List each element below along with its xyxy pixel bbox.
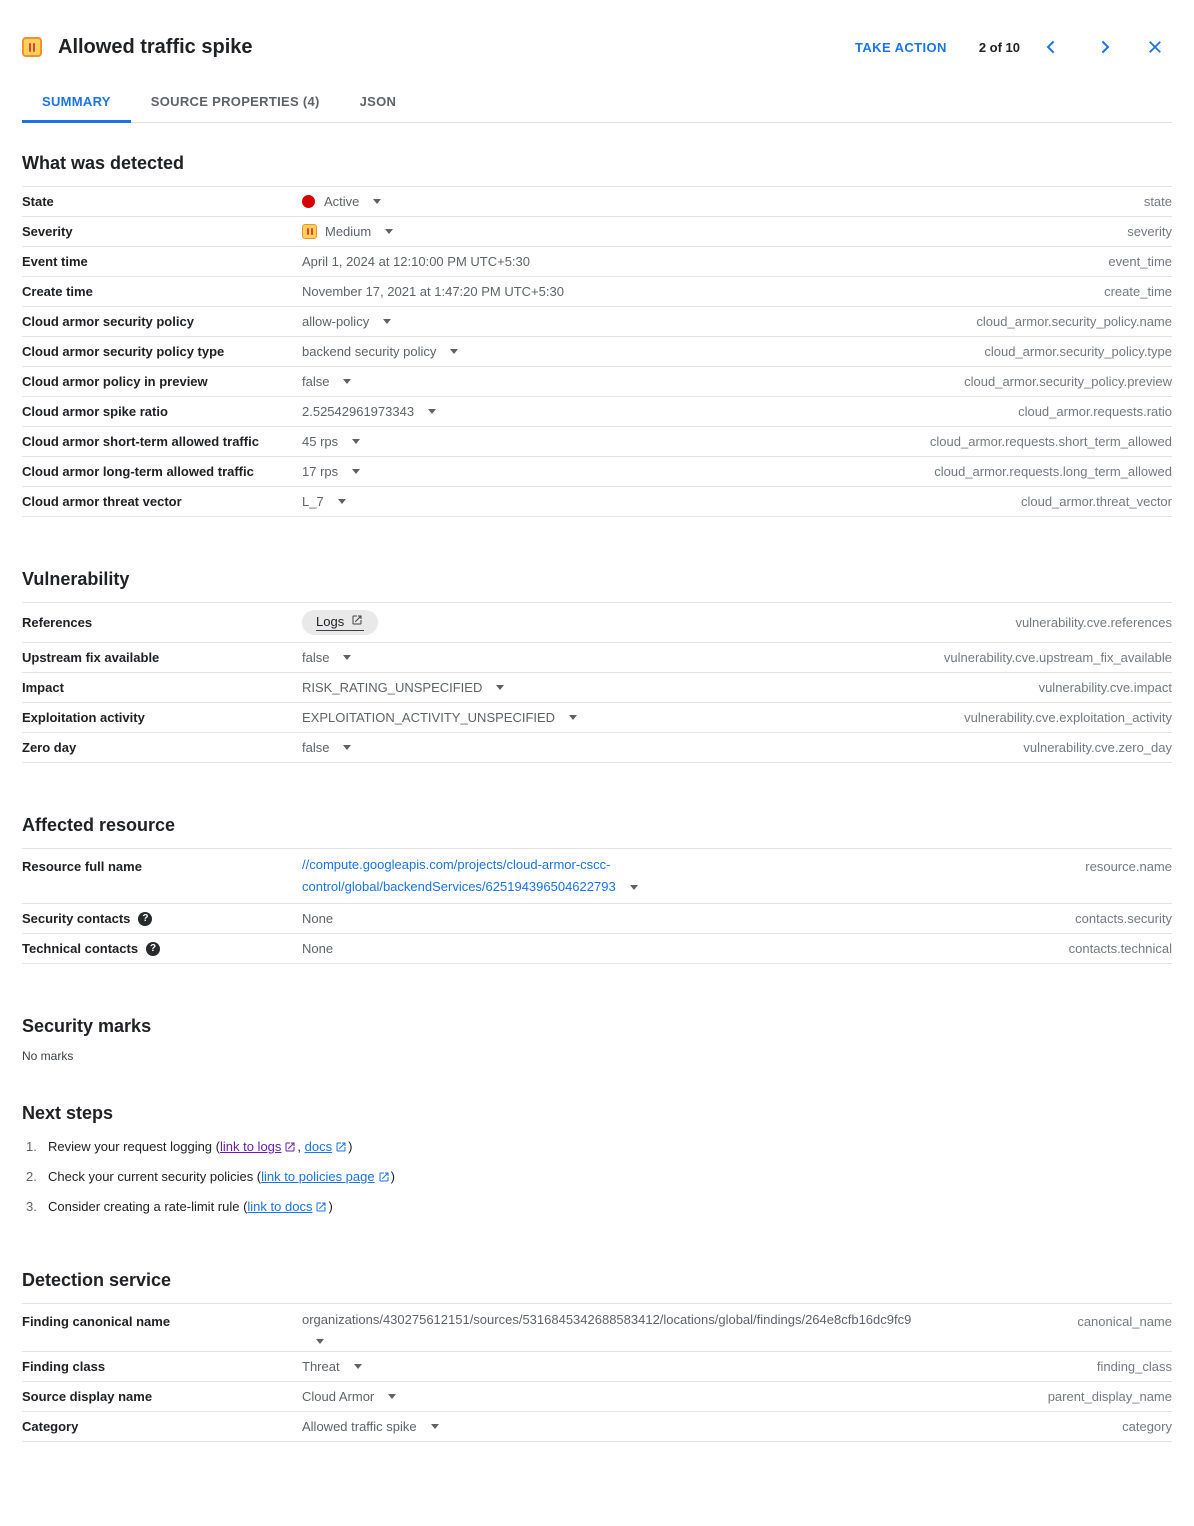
section-title: Next steps (22, 1103, 114, 1123)
external-link-icon (351, 614, 363, 629)
row-resource-full-name (22, 848, 1172, 903)
section-affected-resource (22, 815, 1172, 964)
row-label: Zero day (22, 740, 77, 755)
row-label: Cloud armor threat vector (22, 494, 182, 509)
row-value: Active (324, 194, 360, 209)
next-finding-button[interactable] (1088, 30, 1122, 64)
chevron-down-icon[interactable] (352, 469, 360, 474)
resource-link-line2[interactable]: control/global/backendServices/625194396504622793 (302, 879, 616, 894)
row-finding-canonical-name (22, 1303, 1172, 1351)
tab-bar (22, 84, 1172, 123)
row-policy-preview (22, 366, 1172, 396)
row-label: Cloud armor policy in preview (22, 374, 208, 389)
chevron-down-icon[interactable] (316, 1339, 324, 1344)
medium-severity-icon (22, 37, 42, 57)
row-long-term-traffic (22, 456, 1172, 486)
row-value: Medium (325, 224, 372, 239)
step-text: Consider creating a rate-limit rule ( (48, 1199, 248, 1214)
link-to-logs[interactable]: link to logs (219, 1139, 282, 1154)
no-marks-text: No marks (22, 1049, 74, 1063)
row-label: References (22, 615, 93, 630)
row-label: Upstream fix available (22, 650, 160, 665)
help-icon[interactable]: ? (138, 912, 152, 926)
detection-service-rows (22, 1303, 1172, 1442)
attribute-key: cloud_armor.requests.short_term_allowed (929, 434, 1172, 449)
section-detection-service (22, 1270, 1172, 1442)
attribute-key: create_time (1104, 284, 1172, 299)
attribute-key: cloud_armor.security_policy.name (976, 314, 1172, 329)
row-value: EXPLOITATION_ACTIVITY_UNSPECIFIED (302, 710, 556, 725)
row-impact (22, 672, 1172, 702)
row-finding-class (22, 1351, 1172, 1381)
chevron-down-icon[interactable] (352, 439, 360, 444)
row-label: Cloud armor long-term allowed traffic (22, 464, 254, 479)
header-actions (847, 30, 1172, 64)
external-link-icon (378, 1170, 390, 1188)
row-value: RISK_RATING_UNSPECIFIED (302, 680, 483, 695)
row-value: false (302, 374, 330, 389)
row-label: Category (22, 1419, 79, 1434)
external-link-icon (315, 1200, 327, 1218)
attribute-key: parent_display_name (1047, 1389, 1172, 1404)
affected-resource-rows (22, 848, 1172, 964)
section-title: Detection service (22, 1270, 172, 1290)
row-value: false (302, 740, 330, 755)
pagination-counter: 2 of 10 (978, 39, 1020, 55)
step-text: ) (328, 1199, 333, 1214)
chevron-down-icon[interactable] (385, 229, 393, 234)
row-value: allow-policy (302, 314, 370, 329)
attribute-key: canonical_name (1077, 1314, 1172, 1329)
row-short-term-traffic (22, 426, 1172, 456)
chevron-down-icon[interactable] (343, 379, 351, 384)
row-security-contacts (22, 903, 1172, 933)
row-upstream-fix (22, 642, 1172, 672)
next-step-item (22, 1138, 1172, 1158)
attribute-key: contacts.security (1075, 911, 1172, 926)
row-label: Cloud armor security policy type (22, 344, 225, 359)
step-text: Review your request logging ( (48, 1139, 220, 1154)
attribute-key: cloud_armor.threat_vector (1020, 494, 1172, 509)
section-title: Security marks (22, 1016, 152, 1036)
row-label: Cloud armor spike ratio (22, 404, 168, 419)
row-label: Security contacts (22, 911, 131, 926)
row-value: November 17, 2021 at 1:47:20 PM UTC+5:30 (302, 284, 564, 299)
row-label: Impact (22, 680, 64, 695)
attribute-key: cloud_armor.requests.ratio (1018, 404, 1172, 419)
row-value: organizations/430275612151/sources/5316845342688583412/locations/global/findings/264e8cfb16dc9fc9 (302, 1312, 912, 1327)
logs-chip-label: Logs (316, 614, 345, 629)
chevron-down-icon[interactable] (373, 199, 381, 204)
step-text: Check your current security policies ( (48, 1169, 262, 1184)
medium-severity-icon (302, 224, 317, 239)
chevron-down-icon[interactable] (338, 499, 346, 504)
row-value: 2.52542961973343 (302, 404, 415, 419)
chevron-down-icon[interactable] (343, 655, 351, 660)
section-next-steps (22, 1103, 1172, 1218)
help-icon[interactable]: ? (146, 942, 160, 956)
chevron-down-icon[interactable] (343, 745, 351, 750)
close-icon (1146, 38, 1164, 56)
row-references (22, 602, 1172, 642)
row-security-policy-type (22, 336, 1172, 366)
next-steps-list (22, 1138, 1172, 1218)
row-value: None (302, 911, 334, 926)
chevron-right-icon (1096, 38, 1114, 56)
section-vulnerability (22, 569, 1172, 763)
link-to-docs[interactable]: docs (304, 1139, 333, 1154)
row-label: Finding class (22, 1359, 106, 1374)
attribute-key: resource.name (1085, 859, 1172, 874)
row-exploitation-activity (22, 702, 1172, 732)
row-value: false (302, 650, 330, 665)
next-step-item (22, 1168, 1172, 1188)
attribute-key: vulnerability.cve.exploitation_activity (964, 710, 1172, 725)
resource-link-line1[interactable]: //compute.googleapis.com/projects/cloud-armor-cscc- (302, 857, 611, 872)
attribute-key: severity (1127, 224, 1172, 239)
step-number: 2. (26, 1169, 37, 1184)
row-value: 17 rps (302, 464, 339, 479)
chevron-down-icon[interactable] (431, 1424, 439, 1429)
row-label: State (22, 194, 54, 209)
tab-source-properties[interactable]: SOURCE PROPERTIES (4) (131, 84, 340, 123)
detected-rows (22, 186, 1172, 517)
chevron-down-icon[interactable] (450, 349, 458, 354)
row-label: Event time (22, 254, 88, 269)
step-number: 3. (26, 1199, 37, 1214)
external-link-icon (284, 1140, 296, 1158)
step-text: ) (348, 1139, 353, 1154)
row-value: None (302, 941, 334, 956)
chevron-down-icon[interactable] (428, 409, 436, 414)
row-source-display-name (22, 1381, 1172, 1411)
row-label: Create time (22, 284, 93, 299)
row-label: Source display name (22, 1389, 153, 1404)
row-value: L_7 (302, 494, 324, 509)
row-zero-day (22, 732, 1172, 762)
attribute-key: vulnerability.cve.zero_day (1023, 740, 1172, 755)
row-threat-vector (22, 486, 1172, 516)
page-title: Allowed traffic spike (58, 35, 253, 58)
row-value: April 1, 2024 at 12:10:00 PM UTC+5:30 (302, 254, 530, 269)
attribute-key: category (1122, 1419, 1172, 1434)
finding-header (22, 30, 1172, 64)
row-value: 45 rps (302, 434, 339, 449)
section-security-marks (22, 1016, 1172, 1063)
tab-json[interactable]: JSON (340, 84, 417, 123)
section-title: What was detected (22, 153, 185, 173)
section-title: Vulnerability (22, 569, 130, 589)
active-state-dot-icon (302, 195, 315, 208)
chevron-down-icon[interactable] (496, 685, 504, 690)
row-value: Allowed traffic spike (302, 1419, 417, 1434)
vulnerability-rows (22, 602, 1172, 763)
chevron-down-icon[interactable] (383, 319, 391, 324)
row-value: Cloud Armor (302, 1389, 375, 1404)
row-state (22, 186, 1172, 216)
section-what-was-detected (22, 153, 1172, 517)
row-spike-ratio (22, 396, 1172, 426)
attribute-key: cloud_armor.requests.long_term_allowed (934, 464, 1172, 479)
close-button[interactable] (1138, 30, 1172, 64)
row-technical-contacts (22, 933, 1172, 963)
link-to-policies-page[interactable]: link to policies page (261, 1169, 375, 1184)
chevron-down-icon[interactable] (569, 715, 577, 720)
attribute-key: cloud_armor.security_policy.preview (964, 374, 1172, 389)
attribute-key: cloud_armor.security_policy.type (984, 344, 1172, 359)
logs-chip-button[interactable] (302, 610, 378, 635)
next-step-item (22, 1198, 1172, 1218)
row-label: Technical contacts (22, 941, 139, 956)
previous-finding-button[interactable] (1034, 30, 1068, 64)
row-value: Threat (302, 1359, 340, 1374)
row-create-time (22, 276, 1172, 306)
step-text: ) (390, 1169, 395, 1184)
row-label: Resource full name (22, 859, 142, 874)
chevron-left-icon (1042, 38, 1060, 56)
row-security-policy (22, 306, 1172, 336)
attribute-key: vulnerability.cve.references (1015, 615, 1172, 630)
attribute-key: vulnerability.cve.upstream_fix_available (943, 650, 1172, 665)
row-category (22, 1411, 1172, 1441)
step-text: , (297, 1139, 305, 1154)
chevron-down-icon[interactable] (630, 885, 638, 890)
take-action-button[interactable]: TAKE ACTION (847, 34, 955, 61)
attribute-key: state (1143, 194, 1172, 209)
row-event-time (22, 246, 1172, 276)
attribute-key: vulnerability.cve.impact (1038, 680, 1172, 695)
attribute-key: event_time (1108, 254, 1172, 269)
step-number: 1. (26, 1139, 37, 1154)
attribute-key: contacts.technical (1068, 941, 1172, 956)
row-value: backend security policy (302, 344, 437, 359)
external-link-icon (335, 1140, 347, 1158)
row-label: Finding canonical name (22, 1314, 171, 1329)
attribute-key: finding_class (1096, 1359, 1172, 1374)
section-title: Affected resource (22, 815, 176, 835)
link-to-docs[interactable]: link to docs (247, 1199, 313, 1214)
tab-summary[interactable]: SUMMARY (22, 84, 131, 123)
row-label: Cloud armor short-term allowed traffic (22, 434, 259, 449)
row-label: Exploitation activity (22, 710, 145, 725)
row-label: Severity (22, 224, 73, 239)
chevron-down-icon[interactable] (354, 1364, 362, 1369)
row-label: Cloud armor security policy (22, 314, 194, 329)
row-severity (22, 216, 1172, 246)
chevron-down-icon[interactable] (388, 1394, 396, 1399)
